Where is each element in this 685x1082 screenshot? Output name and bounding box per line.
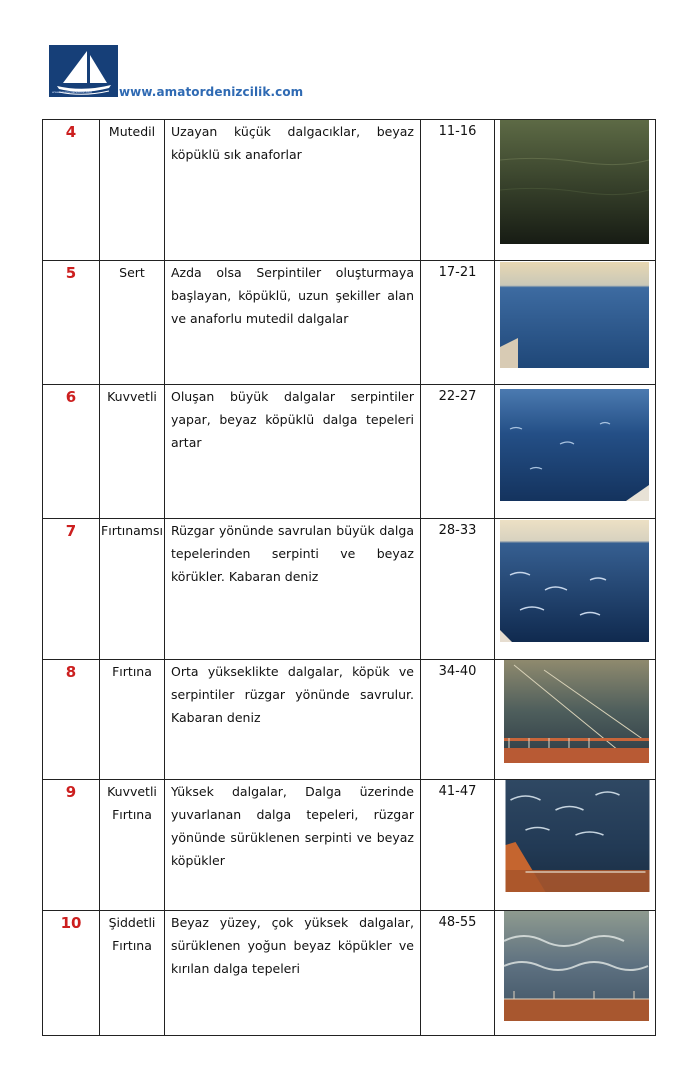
wind-name: Sert	[100, 261, 165, 385]
wind-name: Şiddetli Fırtına	[100, 911, 165, 1036]
sea-photo	[500, 520, 649, 642]
wind-speed: 28-33	[421, 519, 495, 660]
force-number: 5	[43, 261, 100, 385]
sea-photo	[502, 911, 651, 1021]
sea-description: Azda olsa Serpintiler oluşturmaya başlayan, köpüklü, uzun şekiller alan ve anaforlu mutedil dalgalar	[165, 261, 421, 385]
sea-photo	[502, 660, 651, 763]
wind-speed: 11-16	[421, 120, 495, 261]
sea-description: Yüksek dalgalar, Dalga üzerinde yuvarlanan dalga tepeleri, rüzgar yönünde sürüklenen serpinti ve beyaz köpükler	[165, 780, 421, 911]
table-row	[43, 660, 656, 780]
site-url[interactable]: www.amatordenizcilik.com	[119, 85, 304, 99]
table-row	[43, 261, 656, 385]
wind-name: Kuvvetli Fırtına	[100, 780, 165, 911]
force-number: 6	[43, 385, 100, 519]
sea-description: Uzayan küçük dalgacıklar, beyaz köpüklü sık anaforlar	[165, 120, 421, 261]
logo-text: www.amatordenizcilik.com	[52, 90, 93, 94]
sea-photo	[500, 262, 649, 368]
wind-speed: 22-27	[421, 385, 495, 519]
wind-speed: 41-47	[421, 780, 495, 911]
table-row	[43, 780, 656, 911]
force-number: 4	[43, 120, 100, 261]
force-number: 7	[43, 519, 100, 660]
sea-description: Orta yükseklikte dalgalar, köpük ve serpintiler rüzgar yönünde savrulur. Kabaran deniz	[165, 660, 421, 780]
sea-description: Rüzgar yönünde savrulan büyük dalga tepelerinden serpinti ve beyaz körükler. Kabaran deniz	[165, 519, 421, 660]
force-number: 10	[43, 911, 100, 1036]
wind-name: Fırtına	[100, 660, 165, 780]
table-row	[43, 519, 656, 660]
beaufort-table	[42, 119, 656, 1036]
wind-name: Kuvvetli	[100, 385, 165, 519]
force-number: 8	[43, 660, 100, 780]
table-row	[43, 385, 656, 519]
wind-speed: 17-21	[421, 261, 495, 385]
wind-name: Mutedil	[100, 120, 165, 261]
sea-photo	[500, 120, 649, 244]
force-number: 9	[43, 780, 100, 911]
wind-name: Fırtınamsı	[100, 519, 165, 660]
table-row	[43, 120, 656, 261]
sea-photo	[500, 389, 649, 501]
table-row	[43, 911, 656, 1036]
sea-description: Beyaz yüzey, çok yüksek dalgalar, sürüklenen yoğun beyaz köpükler ve kırılan dalga tepeleri	[165, 911, 421, 1036]
sea-description: Oluşan büyük dalgalar serpintiler yapar, beyaz köpüklü dalga tepeleri artar	[165, 385, 421, 519]
sea-photo	[503, 780, 652, 892]
wind-speed: 34-40	[421, 660, 495, 780]
wind-speed: 48-55	[421, 911, 495, 1036]
